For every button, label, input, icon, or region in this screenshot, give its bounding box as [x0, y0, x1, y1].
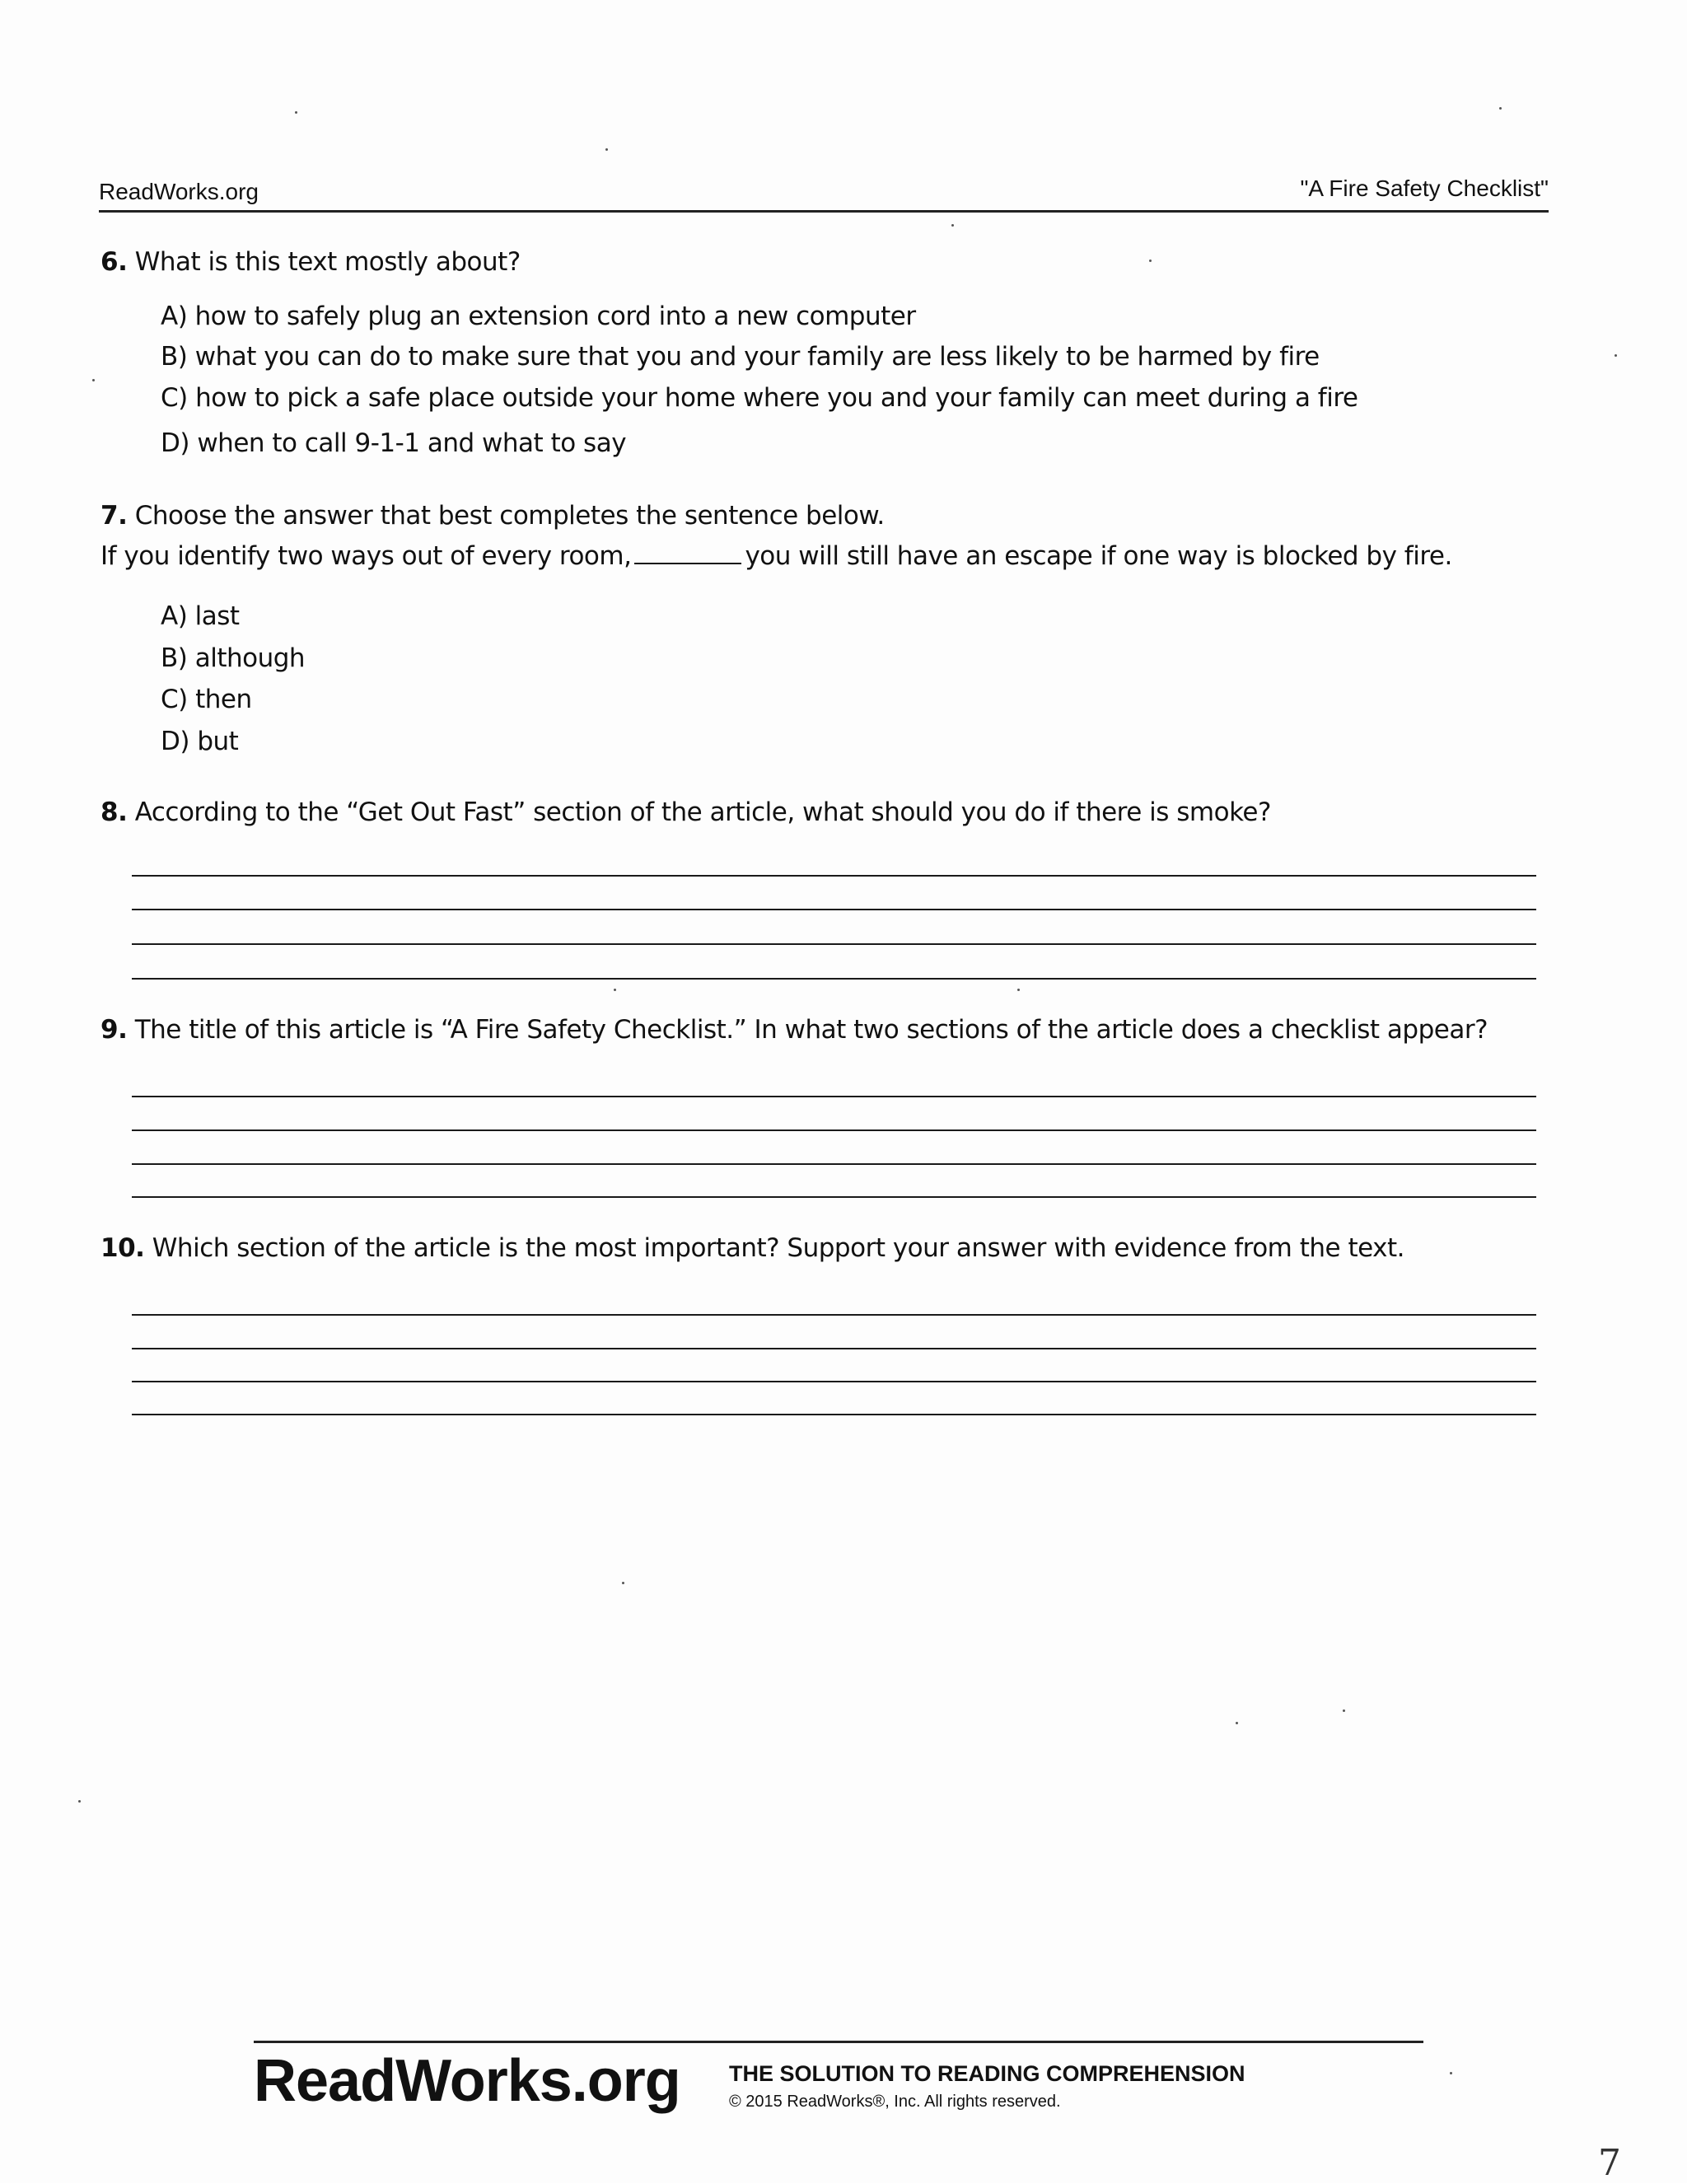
- question-8: [100, 797, 1271, 827]
- scan-speck: [295, 111, 297, 114]
- footer-divider: [254, 2041, 1423, 2043]
- q7-option-d: D) but: [161, 727, 239, 756]
- scan-speck: [1343, 1709, 1345, 1712]
- header-article-title: "A Fire Safety Checklist": [1300, 175, 1549, 201]
- q6-option-c: C) how to pick a safe place outside your home where you and your family can meet during a fire: [161, 383, 1358, 413]
- q8-answer-line[interactable]: [132, 909, 1536, 910]
- scan-speck: [1615, 354, 1617, 357]
- scan-speck: [1017, 989, 1020, 991]
- scan-speck: [1236, 1722, 1238, 1724]
- fill-in-blank[interactable]: [634, 541, 741, 564]
- scan-speck: [1149, 260, 1152, 262]
- question-9: [100, 1015, 1488, 1045]
- scan-speck: [92, 379, 95, 381]
- q10-answer-line[interactable]: [132, 1381, 1536, 1382]
- q7-option-a: A) last: [161, 601, 240, 631]
- sentence-after-blank: you will still have an escape if one way is blocked by fire.: [745, 541, 1452, 571]
- question-7: [100, 501, 885, 531]
- q9-answer-line[interactable]: [132, 1096, 1536, 1097]
- question-number: 9.: [100, 1015, 128, 1045]
- q9-answer-line[interactable]: [132, 1163, 1536, 1165]
- footer-tagline: THE SOLUTION TO READING COMPREHENSION: [729, 2061, 1245, 2086]
- scan-speck: [951, 224, 954, 227]
- question-text: Which section of the article is the most important? Support your answer with evidence from the text.: [152, 1233, 1404, 1263]
- question-number: 8.: [100, 797, 128, 827]
- sentence-before-blank: If you identify two ways out of every room,: [100, 541, 632, 571]
- q10-answer-line[interactable]: [132, 1314, 1536, 1316]
- scan-speck: [605, 148, 608, 151]
- scan-speck: [1450, 2072, 1452, 2074]
- handwritten-page-number: 7: [1598, 2142, 1621, 2184]
- scan-speck: [1499, 107, 1502, 110]
- question-number: 6.: [100, 247, 128, 277]
- q9-answer-line[interactable]: [132, 1196, 1536, 1198]
- q7-option-c: C) then: [161, 685, 252, 714]
- scan-speck: [614, 989, 616, 991]
- scan-speck: [78, 1800, 81, 1803]
- q6-option-b: B) what you can do to make sure that you and your family are less likely to be harmed by fire: [161, 342, 1320, 372]
- question-text: What is this text mostly about?: [134, 247, 521, 277]
- q7-sentence: [100, 541, 1452, 571]
- q7-option-b: B) although: [161, 643, 306, 673]
- question-text: According to the “Get Out Fast” section of the article, what should you do if there is smoke?: [134, 797, 1271, 827]
- footer-logo: ReadWorks.org: [254, 2048, 680, 2114]
- question-number: 7.: [100, 501, 128, 531]
- q6-option-d: D) when to call 9-1-1 and what to say: [161, 428, 627, 458]
- header-site-name: ReadWorks.org: [99, 179, 259, 204]
- q6-option-a: A) how to safely plug an extension cord into a new computer: [161, 302, 916, 331]
- scan-speck: [622, 1582, 624, 1584]
- q9-answer-line[interactable]: [132, 1129, 1536, 1131]
- q10-answer-line[interactable]: [132, 1348, 1536, 1349]
- question-number: 10.: [100, 1233, 145, 1263]
- question-text: Choose the answer that best completes the sentence below.: [134, 501, 885, 531]
- question-text: The title of this article is “A Fire Safety Checklist.” In what two sections of the article does a checklist appear?: [134, 1015, 1488, 1045]
- q8-answer-line[interactable]: [132, 943, 1536, 945]
- q8-answer-line[interactable]: [132, 978, 1536, 980]
- question-10: [100, 1233, 1404, 1263]
- q8-answer-line[interactable]: [132, 875, 1536, 877]
- footer-copyright: © 2015 ReadWorks®, Inc. All rights reserved.: [729, 2093, 1061, 2111]
- q10-answer-line[interactable]: [132, 1414, 1536, 1415]
- question-6: [100, 247, 521, 277]
- page-header: [99, 169, 1549, 213]
